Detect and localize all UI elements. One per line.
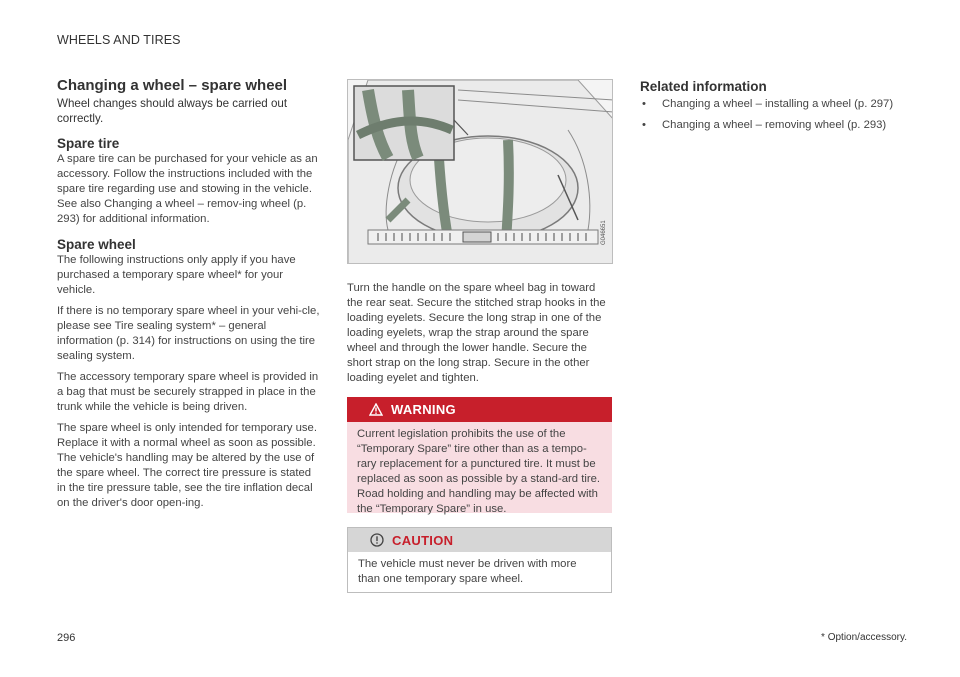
spare-tire-heading: Spare tire xyxy=(57,136,120,151)
intro-text: Wheel changes should always be carried out correctly. xyxy=(57,97,288,125)
trunk-illustration xyxy=(348,80,613,264)
paragraph: The accessory temporary spare wheel is provided in a bag that must be securely strapped in place in the trunk while the vehicle is being driven. xyxy=(57,371,319,413)
warning-label: WARNING xyxy=(391,402,456,417)
warning-box xyxy=(347,397,612,513)
related-link[interactable]: • Changing a wheel – removing wheel (p. 293) xyxy=(642,119,887,131)
figure-caption: Turn the handle on the spare wheel bag in toward the rear seat. Secure the stitched strap hooks in the loading eyelets. Secure the long strap in one of the loading eyelets, wrap the strap around the spare wheel and through the lower handle. Secure the short strap on the long strap. Secure in the other loading eyelet and tighten. xyxy=(347,282,606,384)
paragraph: The following instructions only apply if you have purchased a temporary spare wheel* for your vehicle. xyxy=(57,254,296,296)
caution-box xyxy=(347,527,612,593)
main-column xyxy=(57,77,322,511)
related-link[interactable]: • Changing a wheel – installing a wheel (p. 297) xyxy=(642,98,894,110)
caution-label: CAUTION xyxy=(392,532,454,548)
related-column xyxy=(640,79,910,139)
page-title: Changing a wheel – spare wheel xyxy=(57,77,288,94)
section-header: WHEELS AND TIRES xyxy=(57,33,181,47)
spare-tire-text: A spare tire can be purchased for your vehicle as an accessory. Follow the instructions included with the spare tire regarding use and stowing in the vehicle. See also Changing a wheel – remov-ing wheel (p. 293) for additional information. xyxy=(57,153,318,225)
figure-code: G046651 xyxy=(601,220,607,245)
spare-wheel-heading: Spare wheel xyxy=(57,237,136,252)
paragraph: The spare wheel is only intended for temporary use. Replace it with a normal wheel as soon as possible. The vehicle's handling may be altered by the use of the spare wheel. The correct tire pressure is stated in the tire pressure table, see the tire inflation decal on the driver's door open-ing. xyxy=(57,422,317,509)
spare-wheel-illustration xyxy=(347,79,613,264)
paragraph: If there is no temporary spare wheel in your vehi-cle, please see Tire sealing system* – general information (p. 314) for instructions on using the tire sealing system. xyxy=(57,305,320,362)
caution-exclamation-icon xyxy=(370,533,384,547)
warning-header xyxy=(347,397,612,422)
caution-header xyxy=(348,528,611,552)
warning-text: Current legislation prohibits the use of the “Temporary Spare” tire other than as a tempo-rary replacement for a punctured tire. It must be replaced as soon as possible by a stand-ard tire. Road holding and handling may be affected with the “Temporary Spare” in use. xyxy=(357,428,601,515)
related-info-heading: Related information xyxy=(640,79,767,94)
related-list xyxy=(640,97,910,133)
caution-text: The vehicle must never be driven with more than one temporary spare wheel. xyxy=(358,558,577,585)
figure-column xyxy=(347,79,613,386)
page-number: 296 xyxy=(57,632,76,644)
footnote: * Option/accessory. xyxy=(821,632,907,643)
warning-triangle-icon xyxy=(369,403,383,416)
